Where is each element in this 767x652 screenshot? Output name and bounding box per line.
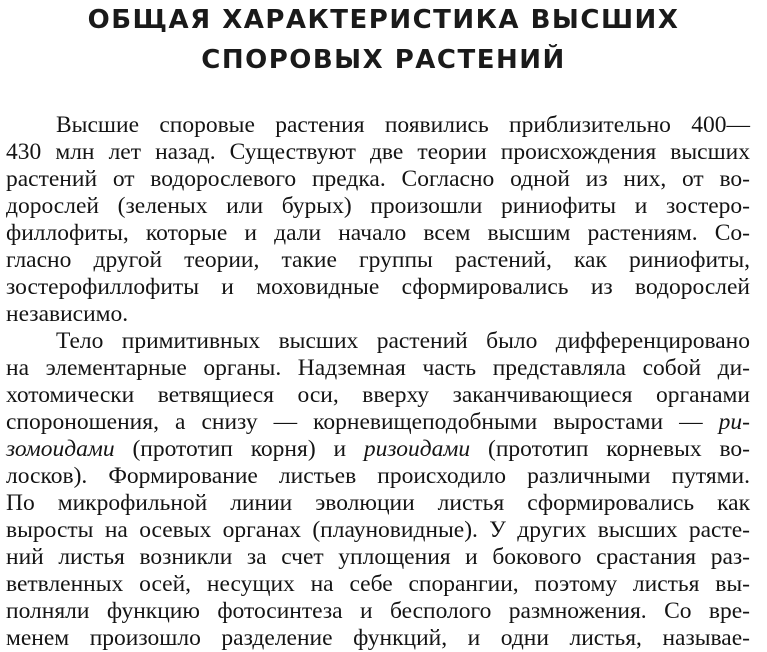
p2-line-12: менем произошло разделение функций, и одни листья, называе- — [6, 625, 750, 651]
p2-line-3: хотомически ветвящиеся оси, вверху заканчивающиеся органами — [6, 382, 750, 408]
term-rizoidy: ризоидами — [363, 436, 471, 462]
p1-line-6: гласно другой теории, такие группы растений, как риниофиты, — [6, 247, 750, 273]
p2-line-10: ветвленных осей, несущих на себе спорангии, поэтому листья вы- — [6, 571, 750, 597]
p1-line-1: Высшие споровые растения появились приблизительно 400— — [56, 112, 750, 138]
p2-line-5-mid: (прототип корня) и — [114, 436, 364, 462]
p1-line-8: независимо. — [6, 301, 129, 327]
p1-line-7: зостерофиллофиты и моховидные сформировались из водорослей — [6, 274, 750, 300]
p1-line-3: растений от водорослевого предка. Согласно одной из них, от во- — [6, 166, 750, 192]
p2-line-5-end: (прототип корневых во- — [470, 436, 750, 462]
p2-line-11: полняли функцию фотосинтеза и бесполого размножения. Со вре- — [6, 598, 750, 624]
term-rizomoidy-end: зомоидами — [6, 436, 115, 462]
heading-line-2: СПОРОВЫХ РАСТЕНИЙ — [201, 45, 566, 75]
p1-line-4: дорослей (зеленых или бурых) произошли риниофиты и зостеро- — [6, 193, 750, 219]
p2-line-1: Тело примитивных высших растений было дифференцировано — [56, 328, 750, 354]
p2-line-7: По микрофильной линии эволюции листья сформировались как — [6, 490, 750, 516]
heading-line-1: ОБЩАЯ ХАРАКТЕРИСТИКА ВЫСШИХ — [87, 5, 680, 35]
p2-line-4 — [6, 409, 750, 436]
p2-line-4-text: спороношения, а снизу — корневищеподобными выростами — — [6, 409, 719, 435]
p2-line-6: лосков). Формирование листьев происходило различными путями. — [6, 463, 750, 489]
p1-line-2: 430 млн лет назад. Существуют две теории происхождения высших — [6, 139, 750, 165]
p2-line-8: выросты на осевых органах (плауновидные). У других высших расте- — [6, 517, 750, 543]
term-rizomoidy-start: ри- — [718, 409, 750, 435]
p2-line-9: ний листья возникли за счет уплощения и бокового срастания раз- — [6, 544, 750, 570]
p2-line-2: на элементарные органы. Надземная часть представляла собой ди- — [6, 355, 750, 381]
p1-line-5: филлофиты, которые и дали начало всем высшим растениям. Со- — [6, 220, 750, 246]
p2-line-5 — [6, 436, 750, 463]
